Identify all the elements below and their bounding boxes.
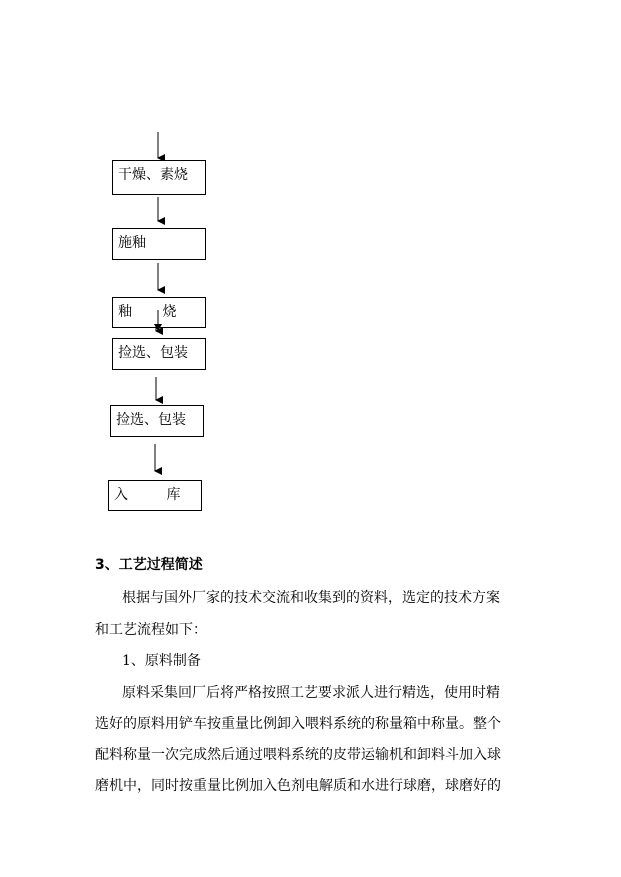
section-heading: 3、工艺过程简述 (95, 557, 203, 573)
flow-step-warehousing (108, 480, 202, 511)
flow-step-label: 捡选、包装 (116, 412, 186, 428)
flow-step-glaze-firing (112, 297, 206, 328)
intro-line-1: 根据与国外厂家的技术交流和收集到的资料，选定的技术方案 (122, 590, 500, 606)
flow-step-label: 釉 烧 (118, 304, 177, 320)
flow-step-label: 干燥、素烧 (118, 167, 188, 183)
paragraph-line-1: 原料采集回厂后将严格按照工艺要求派人进行精选，使用时精 (122, 685, 500, 701)
flow-step-sort-pack-1 (112, 338, 206, 370)
flow-step-glazing (112, 228, 206, 260)
flow-step-sort-pack-2 (110, 405, 204, 437)
flow-step-label: 捡选、包装 (118, 345, 188, 361)
paragraph-line-3: 配料称量一次完成然后通过喂料系统的皮带运输机和卸料斗加入球 (95, 747, 501, 763)
flow-step-dry-bisque (112, 160, 206, 195)
paragraph-line-2: 选好的原料用铲车按重量比例卸入喂料系统的称量箱中称量。整个 (95, 716, 501, 732)
paragraph-line-4: 磨机中，同时按重量比例加入色剂电解质和水进行球磨，球磨好的 (95, 778, 501, 794)
intro-line-2: 和工艺流程如下： (95, 622, 207, 638)
subheading-raw-material: 1、原料制备 (122, 653, 201, 669)
flow-step-label: 施釉 (118, 235, 146, 251)
flow-step-label: 入 库 (114, 487, 181, 503)
